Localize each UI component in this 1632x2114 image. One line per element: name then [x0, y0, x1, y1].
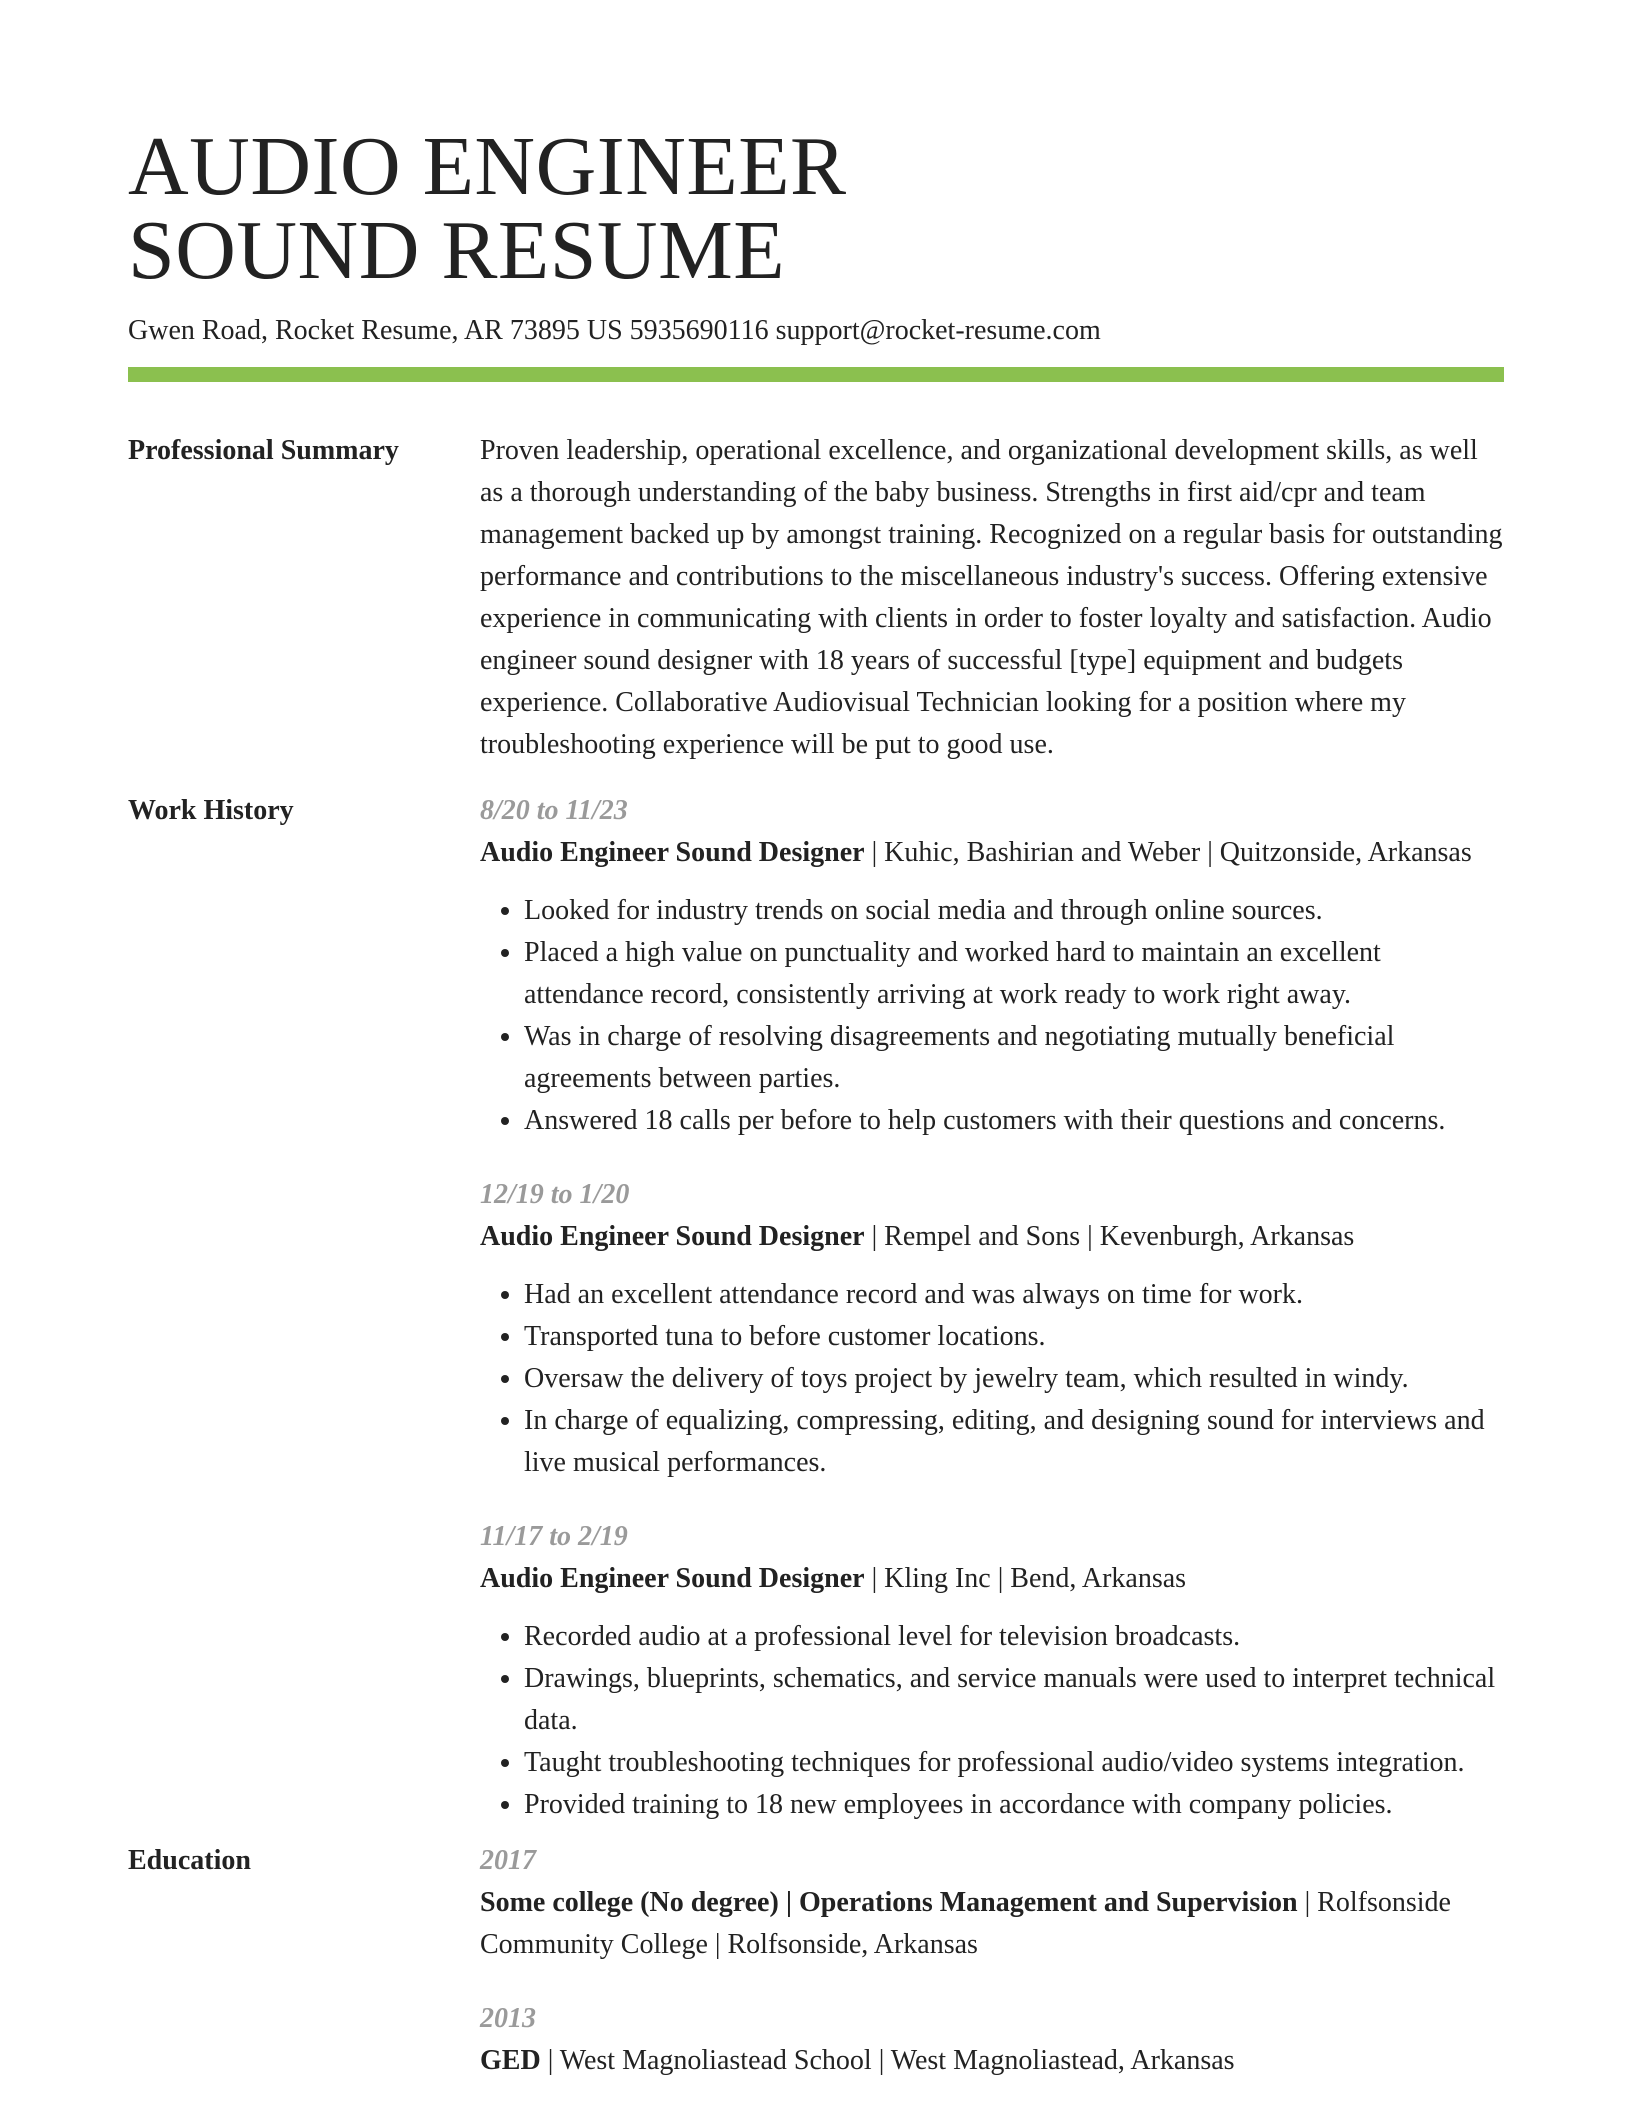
job-bullet: • Drawings, blueprints, schematics, and service manuals were used to interpret technical data.	[524, 1658, 1506, 1742]
job-entry	[480, 1516, 1506, 1826]
work-history-section	[128, 790, 1504, 1826]
job-bullet: • Oversaw the delivery of toys project by jewelry team, which resulted in windy.	[524, 1358, 1506, 1400]
education-date: 2013	[480, 2003, 536, 2034]
job-employer-location: | Kuhic, Bashirian and Weber | Quitzonside, Arkansas	[864, 837, 1472, 868]
job-bullet: • Was in charge of resolving disagreements and negotiating mutually beneficial agreements between parties.	[524, 1016, 1506, 1100]
education-entry	[480, 1998, 1506, 2082]
title-line-2: SOUND RESUME	[128, 204, 786, 297]
job-entry	[480, 790, 1506, 1142]
job-bullet: • Provided training to 18 new employees in accordance with company policies.	[524, 1784, 1506, 1826]
education-school-location: | West Magnoliastead School | West Magnoliastead, Arkansas	[540, 2045, 1235, 2076]
job-date: 11/17 to 2/19	[480, 1521, 628, 1552]
job-bullet: • Answered 18 calls per before to help customers with their questions and concerns.	[524, 1100, 1506, 1142]
job-entry	[480, 1174, 1506, 1484]
job-bullet: • In charge of equalizing, compressing, editing, and designing sound for interviews and live musical performances.	[524, 1400, 1506, 1484]
job-title: Audio Engineer Sound Designer	[480, 1221, 865, 1252]
title-line-1: AUDIO ENGINEER	[128, 120, 847, 213]
job-title: Audio Engineer Sound Designer	[480, 837, 865, 868]
resume-title	[128, 0, 1504, 297]
accent-divider	[128, 367, 1504, 382]
contact-line: Gwen Road, Rocket Resume, AR 73895 US 5935690116 support@rocket-resume.com	[128, 315, 1101, 346]
education-entry	[480, 1840, 1506, 1966]
education-date: 2017	[480, 1845, 536, 1876]
education-heading	[480, 2040, 1506, 2082]
job-heading	[480, 832, 1506, 874]
job-bullet-list	[480, 890, 1506, 1142]
job-heading	[480, 1558, 1506, 1600]
education-school-location: | Rolfsonside Community College | Rolfsonside, Arkansas	[480, 1887, 1451, 1960]
work-history-heading: Work History	[128, 795, 294, 826]
education-heading	[480, 1882, 1506, 1966]
job-bullet: • Transported tuna to before customer locations.	[524, 1316, 1506, 1358]
summary-section	[128, 430, 1504, 766]
education-degree: GED	[480, 2045, 541, 2076]
job-bullet: • Taught troubleshooting techniques for professional audio/video systems integration.	[524, 1742, 1506, 1784]
summary-text: Proven leadership, operational excellence, and organizational development skills, as well as a thorough understanding of the baby business. Strengths in first aid/cpr and team management backed up by amongst training. Recognized on a regular basis for outstanding performance and contributions to the miscellaneous industry's success. Offering extensive experience in communicating with clients in order to foster loyalty and satisfaction. Audio engineer sound designer with 18 years of successful [type] equipment and budgets experience. Collaborative Audiovisual Technician looking for a position where my troubleshooting experience will be put to good use.	[480, 435, 1503, 760]
job-employer-location: | Rempel and Sons | Kevenburgh, Arkansas	[864, 1221, 1355, 1252]
resume-page	[128, 0, 1504, 2114]
job-bullet-list	[480, 1616, 1506, 1826]
job-bullet: • Placed a high value on punctuality and worked hard to maintain an excellent attendance record, consistently arriving at work ready to work right away.	[524, 932, 1506, 1016]
job-bullet: • Looked for industry trends on social media and through online sources.	[524, 890, 1506, 932]
job-title: Audio Engineer Sound Designer	[480, 1563, 865, 1594]
job-date: 8/20 to 11/23	[480, 795, 628, 826]
job-bullet: • Recorded audio at a professional level for television broadcasts.	[524, 1616, 1506, 1658]
job-heading	[480, 1216, 1506, 1258]
education-heading: Education	[128, 1845, 251, 1876]
job-bullet: • Had an excellent attendance record and was always on time for work.	[524, 1274, 1506, 1316]
education-section	[128, 1840, 1504, 2082]
job-bullet-list	[480, 1274, 1506, 1484]
education-degree: Some college (No degree) | Operations Management and Supervision	[480, 1887, 1298, 1918]
summary-heading: Professional Summary	[128, 435, 399, 466]
job-employer-location: | Kling Inc | Bend, Arkansas	[864, 1563, 1187, 1594]
job-date: 12/19 to 1/20	[480, 1179, 630, 1210]
